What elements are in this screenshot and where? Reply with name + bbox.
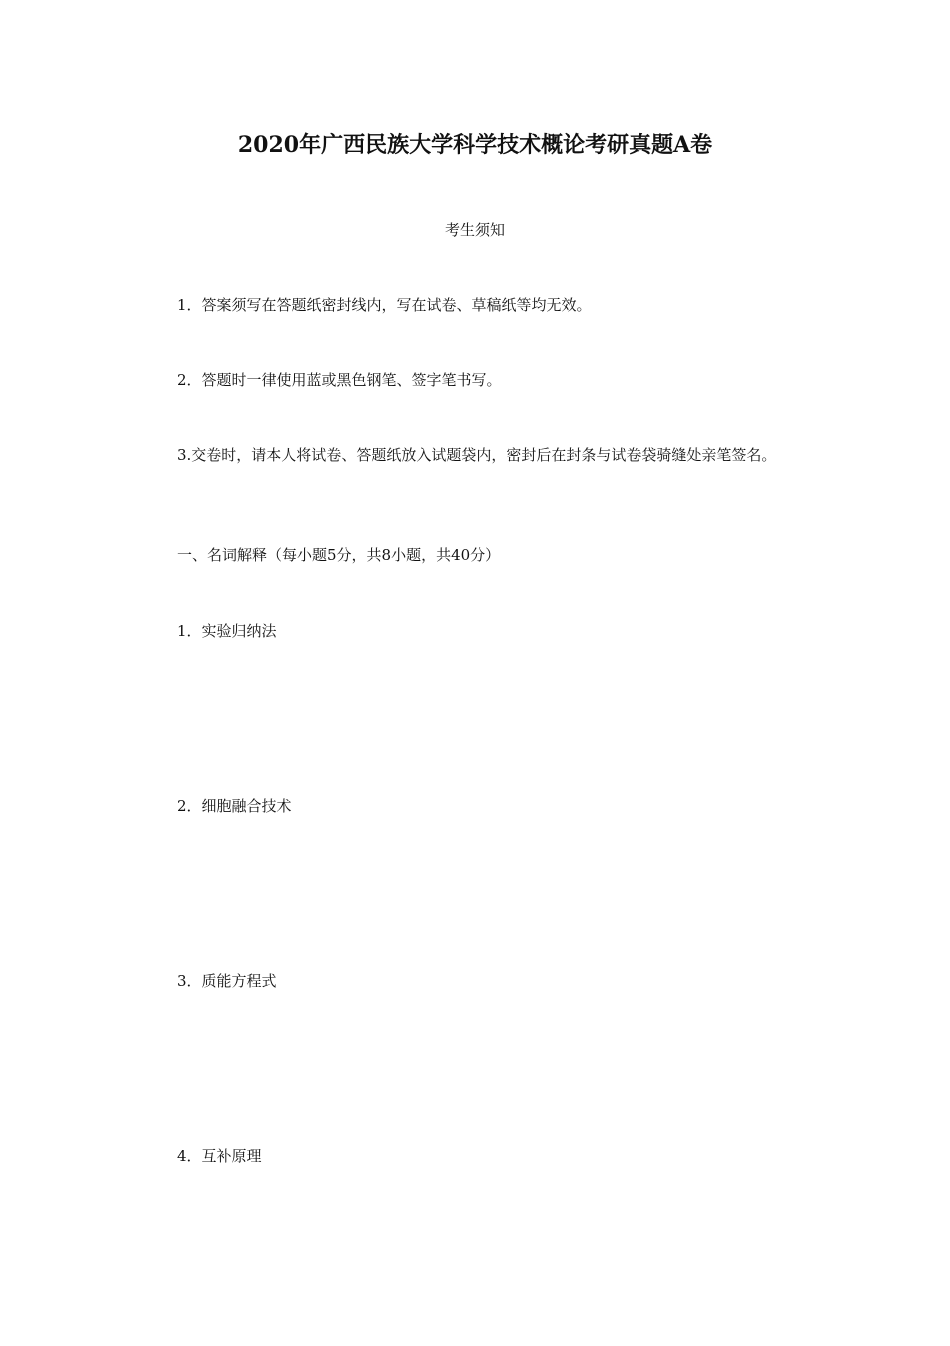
question-item: 3．质能方程式 xyxy=(177,972,277,990)
notice-item: 1．答案须写在答题纸密封线内，写在试卷、草稿纸等均无效。 xyxy=(177,296,592,314)
page-title: 2020年广西民族大学科学技术概论考研真题A卷 xyxy=(237,132,713,158)
question-item: 2．细胞融合技术 xyxy=(177,797,292,815)
notice-item: 2．答题时一律使用蓝或黑色钢笔、签字笔书写。 xyxy=(177,371,502,389)
section-heading: 一、名词解释（每小题5分，共8小题，共40分） xyxy=(177,546,501,564)
notice-heading: 考生须知 xyxy=(444,221,505,239)
notice-item: 3.交卷时，请本人将试卷、答题纸放入试题袋内，密封后在封条与试卷袋骑缝处亲笔签名。 xyxy=(177,446,777,464)
question-item: 1．实验归纳法 xyxy=(177,622,277,640)
question-item: 4．互补原理 xyxy=(177,1147,262,1165)
